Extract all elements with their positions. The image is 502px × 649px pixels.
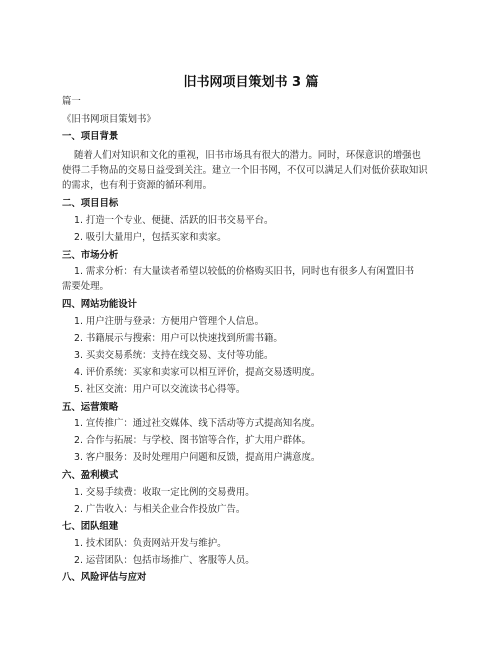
list-item: 1. 交易手续费：收取一定比例的交易费用。 bbox=[74, 487, 255, 498]
section-heading-revenue: 六、盈利模式 bbox=[62, 470, 119, 481]
section-heading-operations: 五、运营策略 bbox=[62, 402, 119, 413]
list-item: 5. 社区交流：用户可以交流读书心得等。 bbox=[74, 384, 246, 395]
list-item: 3. 客户服务：及时处理用户问题和反馈，提高用户满意度。 bbox=[74, 452, 321, 463]
list-item: 2. 广告收入：与相关企业合作投放广告。 bbox=[74, 504, 246, 515]
paragraph-line: 需要处理。 bbox=[62, 281, 109, 292]
list-item: 2. 书籍展示与搜索：用户可以快速找到所需书籍。 bbox=[74, 333, 283, 344]
list-item: 4. 评价系统：买家和卖家可以相互评价，提高交易透明度。 bbox=[74, 367, 321, 378]
document-title: 旧书网项目策划书 3 篇 bbox=[183, 75, 319, 90]
list-item: 2. 吸引大量用户，包括买家和卖家。 bbox=[74, 232, 227, 243]
section-heading-background: 一、项目背景 bbox=[62, 131, 119, 142]
paragraph-line: 随着人们对知识和文化的重视，旧书市场具有很大的潜力。同时，环保意识的增强也 bbox=[74, 150, 421, 161]
paragraph-line: 使得二手物品的交易日益受到关注。建立一个旧书网，不仅可以满足人们对低价获取知识 bbox=[62, 165, 428, 176]
part-label: 篇一 bbox=[62, 96, 81, 107]
paragraph-line: 1. 需求分析：有大量读者希望以较低的价格购买旧书，同时也有很多人有闲置旧书 bbox=[74, 266, 415, 277]
book-title: 《旧书网项目策划书》 bbox=[62, 114, 156, 125]
section-heading-features: 四、网站功能设计 bbox=[62, 299, 138, 310]
section-heading-risk: 八、风险评估与应对 bbox=[62, 572, 147, 583]
list-item: 2. 合作与拓展：与学校、图书馆等合作，扩大用户群体。 bbox=[74, 435, 311, 446]
section-heading-market: 三、市场分析 bbox=[62, 250, 119, 261]
paragraph-line: 的需求，也有利于资源的循环利用。 bbox=[62, 180, 213, 191]
section-heading-goals: 二、项目目标 bbox=[62, 198, 119, 209]
list-item: 2. 运营团队：包括市场推广、客服等人员。 bbox=[74, 555, 255, 566]
list-item: 1. 打造一个专业、便捷、活跃的旧书交易平台。 bbox=[74, 215, 274, 226]
list-item: 3. 买卖交易系统：支持在线交易、支付等功能。 bbox=[74, 350, 274, 361]
list-item: 1. 宣传推广：通过社交媒体、线下活动等方式提高知名度。 bbox=[74, 418, 321, 429]
list-item: 1. 技术团队：负责网站开发与维护。 bbox=[74, 538, 227, 549]
section-heading-team: 七、团队组建 bbox=[62, 521, 119, 532]
list-item: 1. 用户注册与登录：方便用户管理个人信息。 bbox=[74, 316, 265, 327]
